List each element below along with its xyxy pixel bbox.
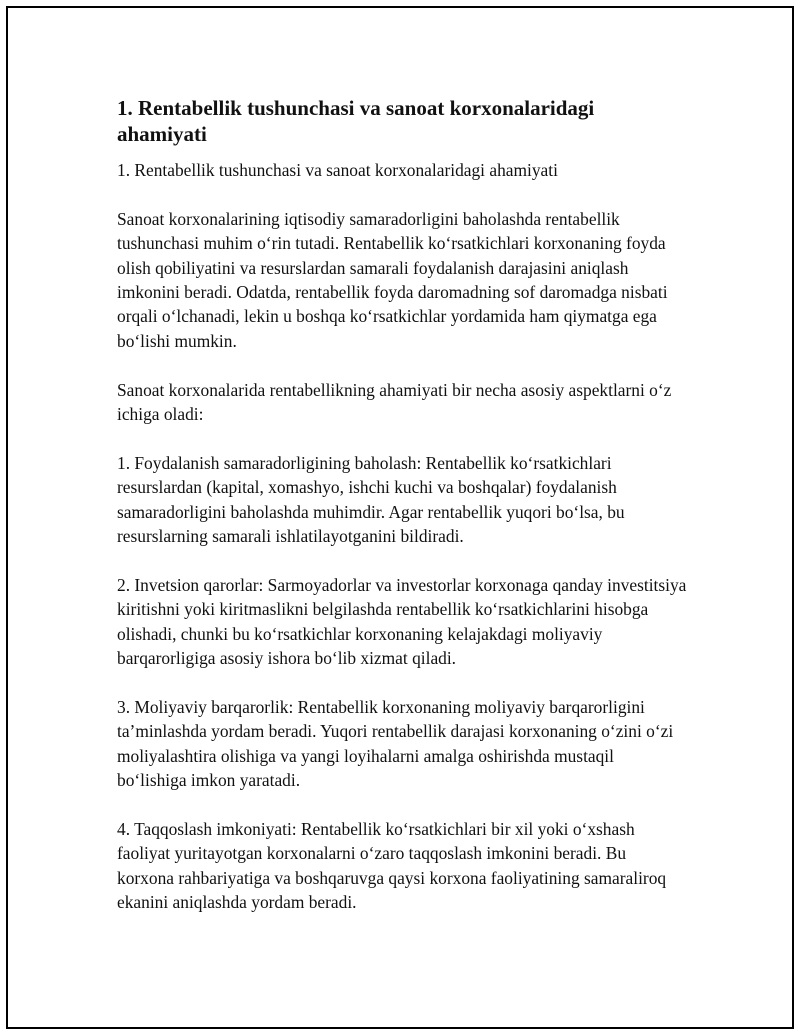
document-title: 1. Rentabellik tushunchasi va sanoat korxonalaridagi ahamiyati bbox=[117, 96, 595, 146]
document-body bbox=[117, 95, 687, 939]
paragraph-aspects-lead: Sanoat korxonalarida rentabellikning ahamiyati bir necha asosiy aspektlarni oʻz ichiga oladi: bbox=[117, 379, 672, 425]
paragraph-intro: Sanoat korxonalarining iqtisodiy samaradorligini baholashda rentabellik tushunchasi muhim oʻrin tutadi. Rentabellik koʻrsatkichlari korxonaning foyda olish qobiliyatini va resurslardan samarali foydalanish darajasini aniqlash imkonini beradi. Odatda, rentabellik foyda daromadning sof daromadga nisbati orqali oʻlchanadi, lekin u boshqa koʻrsatkichlar yordamida ham qiymatga ega boʻlishi mumkin. bbox=[117, 208, 668, 351]
list-item-efficiency: 1. Foydalanish samaradorligining baholash: Rentabellik koʻrsatkichlari resurslardan (kapital, xomashyo, ishchi kuchi va boshqalar) foydalanish samaradorligini baholashda muhimdir. Agar rentabellik yuqori boʻlsa, bu resurslarning samarali ishlatilayotganini bildiradi. bbox=[117, 452, 625, 547]
paragraph-heading-repeat: 1. Rentabellik tushunchasi va sanoat korxonalaridagi ahamiyati bbox=[117, 160, 558, 180]
list-item-comparison: 4. Taqqoslash imkoniyati: Rentabellik koʻrsatkichlari bir xil yoki oʻxshash faoliyat yuritayotgan korxonalarni oʻzaro taqqoslash imkonini beradi. Bu korxona rahbariyatiga va boshqaruvga qaysi korxona faoliyatining samaraliroq ekanini aniqlashda yordam beradi. bbox=[117, 818, 667, 913]
list-item-financial-stability: 3. Moliyaviy barqarorlik: Rentabellik korxonaning moliyaviy barqarorligini taʼminlashda yordam beradi. Yuqori rentabellik darajasi korxonaning oʻzini oʻzi moliyalashtira olishiga va yangi loyihalarni amalga oshirishda mustaqil boʻlishiga imkon yaratadi. bbox=[117, 696, 674, 791]
list-item-investment: 2. Invetsion qarorlar: Sarmoyadorlar va investorlar korxonaga qanday investitsiya kiritishni yoki kiritmaslikni belgilashda rentabellik koʻrsatkichlarini hisobga olishadi, chunki bu koʻrsatkichlar korxonaning kelajakdagi moliyaviy barqarorligiga asosiy ishora boʻlib xizmat qiladi. bbox=[117, 574, 687, 669]
